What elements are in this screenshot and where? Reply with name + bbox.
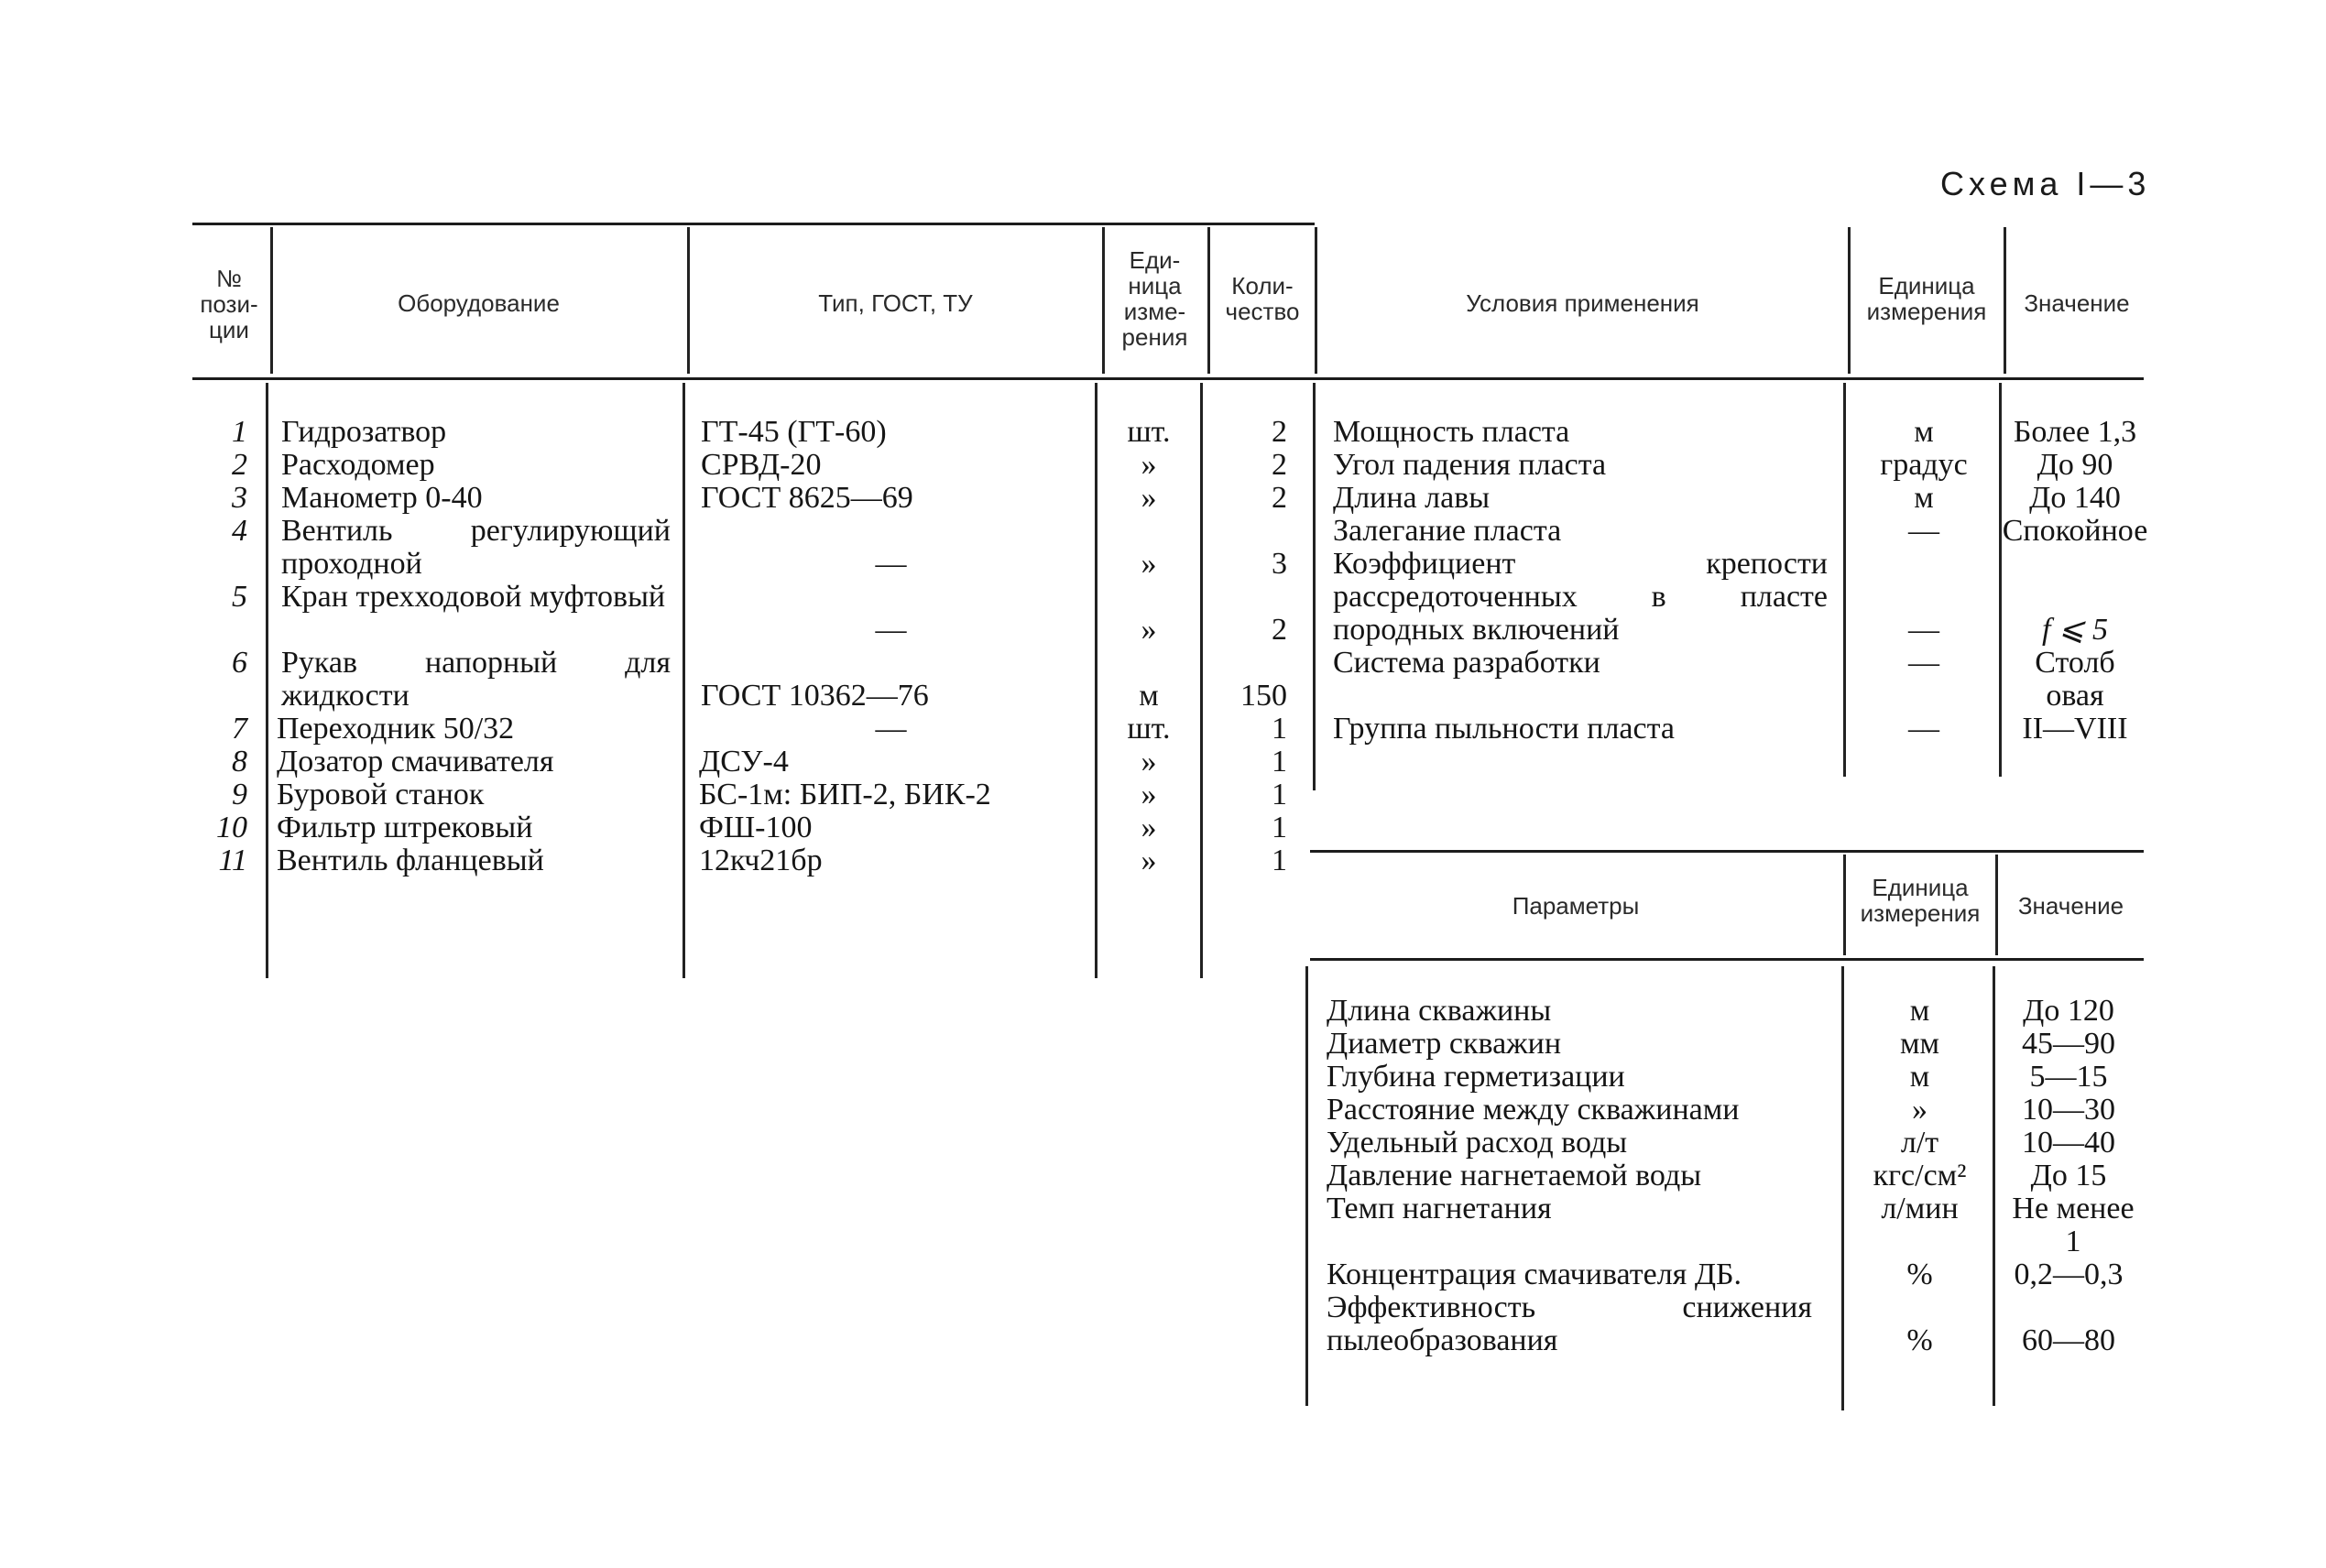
param-value: 0,2—0,3 xyxy=(2014,1258,2124,1291)
row-type: БС-1м: БИП-2, БИК-2 xyxy=(699,778,991,811)
condition-name: Коэффициент крепости рассредоточенных в пласте породных включений xyxy=(1333,547,1828,647)
row-equipment: Расходомер xyxy=(281,448,435,482)
row-equipment: Переходник 50/32 xyxy=(277,712,515,746)
row-pos: 10 xyxy=(216,811,247,844)
row-type: — xyxy=(875,613,907,647)
row-type: — xyxy=(875,712,907,746)
header-value: Значение xyxy=(2017,892,2124,920)
condition-unit: — xyxy=(1908,613,1939,647)
row-equipment: Кран трехходовой муфтовый xyxy=(281,580,666,614)
param-value: До 120 xyxy=(2023,994,2114,1028)
row-type: — xyxy=(875,547,907,581)
row-unit: » xyxy=(1141,778,1157,811)
row-unit: » xyxy=(1141,844,1157,877)
row-equipment: Буровой станок xyxy=(277,778,485,811)
condition-value: Спокойное xyxy=(2002,514,2148,548)
param-value: 5—15 xyxy=(2029,1060,2108,1094)
param-name: Темп нагнетания xyxy=(1327,1192,1552,1225)
col-divider xyxy=(1313,383,1316,790)
param-name: Длина скважины xyxy=(1327,994,1552,1028)
row-pos: 4 xyxy=(232,514,247,548)
header-unit: Единица измерения xyxy=(1860,874,1981,927)
col-divider xyxy=(1315,227,1317,374)
row-equipment: Фильтр штрековый xyxy=(277,811,533,844)
row-unit: » xyxy=(1141,547,1157,581)
param-value: 10—40 xyxy=(2022,1126,2115,1160)
header-bottom-rule xyxy=(1310,377,2144,380)
condition-unit: — xyxy=(1908,514,1939,548)
header-param: Параметры xyxy=(1512,892,1640,920)
row-unit: шт. xyxy=(1127,712,1171,746)
row-qty: 3 xyxy=(1272,547,1287,581)
row-pos: 3 xyxy=(232,481,247,515)
row-pos: 1 xyxy=(232,415,247,449)
param-name: Удельный расход воды xyxy=(1327,1126,1628,1160)
col-divider xyxy=(687,227,690,374)
condition-value: Столбовая xyxy=(2035,646,2115,713)
row-equipment: Вентиль фланцевый xyxy=(277,844,544,877)
condition-value: II—VIII xyxy=(2022,712,2128,746)
row-unit: м xyxy=(1139,679,1159,713)
condition-unit: — xyxy=(1908,712,1939,746)
row-qty: 1 xyxy=(1272,811,1287,844)
col-divider xyxy=(266,383,268,978)
row-type: ДСУ-4 xyxy=(699,745,789,779)
header-bottom-rule xyxy=(1310,958,2144,961)
param-value: 60—80 xyxy=(2022,1323,2115,1357)
header-condition: Условия применения xyxy=(1466,289,1699,317)
param-unit: » xyxy=(1912,1093,1927,1127)
row-unit: » xyxy=(1141,745,1157,779)
col-divider xyxy=(1207,227,1210,374)
header-unit: Еди- ница изме- рения xyxy=(1121,246,1188,351)
condition-unit: м xyxy=(1914,415,1934,449)
param-unit: % xyxy=(1906,1258,1933,1291)
row-qty: 1 xyxy=(1272,745,1287,779)
row-equipment: Вентиль регулирующий проходной xyxy=(281,514,671,581)
header-bottom-rule xyxy=(192,377,1315,380)
row-unit: » xyxy=(1141,613,1157,647)
row-unit: » xyxy=(1141,811,1157,844)
condition-name: Группа пыльности пласта xyxy=(1333,712,1675,746)
param-name: Эффективность снижения пылеобразования xyxy=(1327,1290,1812,1357)
row-qty: 1 xyxy=(1272,778,1287,811)
param-unit: % xyxy=(1906,1323,1933,1357)
header-unit: Единица измерения xyxy=(1866,272,1987,325)
row-equipment: Гидрозатвор xyxy=(281,415,447,449)
param-name: Расстояние между скважинами xyxy=(1327,1093,1740,1127)
param-unit: м xyxy=(1909,994,1930,1028)
row-pos: 8 xyxy=(232,745,247,779)
table-top-rule xyxy=(1310,850,2144,853)
condition-name: Угол падения пласта xyxy=(1333,448,1607,482)
row-type: ГОСТ 10362—76 xyxy=(701,679,929,713)
condition-unit: — xyxy=(1908,646,1939,680)
condition-unit: градус xyxy=(1880,448,1968,482)
condition-name: Система разработки xyxy=(1333,646,1600,680)
row-qty: 1 xyxy=(1272,844,1287,877)
col-divider xyxy=(270,227,273,374)
col-divider xyxy=(1305,966,1308,1406)
row-unit: шт. xyxy=(1127,415,1171,449)
row-type: ФШ-100 xyxy=(699,811,813,844)
param-unit: л/мин xyxy=(1881,1192,1959,1225)
row-qty: 2 xyxy=(1272,613,1287,647)
header-equipment: Оборудование xyxy=(398,289,560,317)
param-value: До 15 xyxy=(2030,1159,2107,1192)
row-type: 12кч21бр xyxy=(699,844,823,877)
param-unit: м xyxy=(1909,1060,1930,1094)
table-top-rule xyxy=(192,223,1315,225)
row-qty: 2 xyxy=(1272,481,1287,515)
row-equipment: Рукав напорный для жидкости xyxy=(281,646,671,713)
row-equipment: Манометр 0-40 xyxy=(281,481,483,515)
param-name: Глубина герметизации xyxy=(1327,1060,1625,1094)
row-qty: 2 xyxy=(1272,415,1287,449)
row-qty: 1 xyxy=(1272,712,1287,746)
condition-value: Более 1,3 xyxy=(2013,415,2137,449)
param-unit: кгс/см² xyxy=(1873,1159,1967,1192)
condition-name: Мощность пласта xyxy=(1333,415,1570,449)
row-type: СРВД-20 xyxy=(701,448,822,482)
row-type: ГТ-45 (ГТ-60) xyxy=(701,415,887,449)
row-qty: 150 xyxy=(1240,679,1287,713)
condition-value: До 140 xyxy=(2029,481,2121,515)
condition-unit: м xyxy=(1914,481,1934,515)
row-type: ГОСТ 8625—69 xyxy=(701,481,913,515)
col-divider xyxy=(1102,227,1105,374)
row-qty: 2 xyxy=(1272,448,1287,482)
col-divider xyxy=(1848,227,1851,374)
param-name: Давление нагнетаемой воды xyxy=(1327,1159,1702,1192)
condition-value: До 90 xyxy=(2037,448,2113,482)
header-type: Тип, ГОСТ, ТУ xyxy=(818,289,973,317)
col-divider xyxy=(1995,855,1998,955)
col-divider xyxy=(1843,855,1846,955)
header-qty: Коли- чество xyxy=(1225,272,1300,325)
param-value: Не менее 1 xyxy=(2012,1192,2135,1258)
schema-title: Схема I—3 xyxy=(1940,165,2151,202)
param-unit: мм xyxy=(1899,1027,1940,1061)
row-pos: 2 xyxy=(232,448,247,482)
col-divider xyxy=(683,383,685,978)
condition-name: Залегание пласта xyxy=(1333,514,1562,548)
param-name: Диаметр скважин xyxy=(1327,1027,1562,1061)
row-unit: » xyxy=(1141,481,1157,515)
row-pos: 9 xyxy=(232,778,247,811)
condition-name: Длина лавы xyxy=(1333,481,1491,515)
header-value: Значение xyxy=(2024,289,2130,317)
row-unit: » xyxy=(1141,448,1157,482)
param-unit: л/т xyxy=(1900,1126,1939,1160)
header-pos: № пози- ции xyxy=(200,265,258,343)
row-pos: 6 xyxy=(232,646,247,680)
row-pos: 5 xyxy=(232,580,247,614)
row-pos: 7 xyxy=(232,712,247,746)
param-value: 45—90 xyxy=(2022,1027,2115,1061)
param-name: Концентрация смачивателя ДБ. xyxy=(1327,1258,1742,1291)
col-divider xyxy=(2004,227,2006,374)
row-equipment: Дозатор смачивателя xyxy=(277,745,554,779)
condition-value: f ⩽ 5 xyxy=(2042,613,2108,647)
row-pos: 11 xyxy=(218,844,247,877)
param-value: 10—30 xyxy=(2022,1093,2115,1127)
